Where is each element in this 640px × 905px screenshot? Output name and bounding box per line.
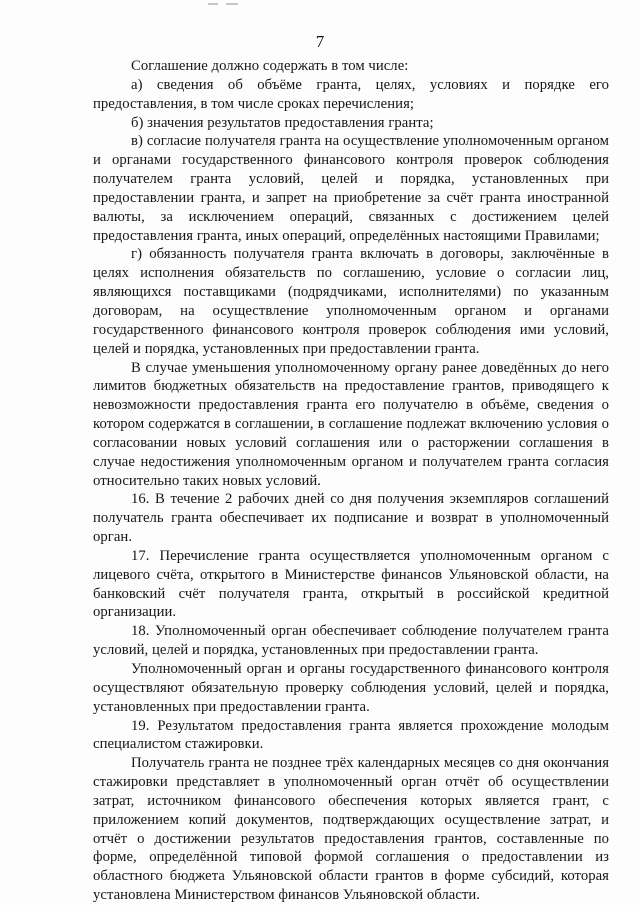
paragraph: В случае уменьшения уполномоченному органу ранее доведённых до него лимитов бюджетных обязательств на предоставление грантов, приводящего к невозможности предоставления гранта его получателю в объёме, сведения о котором содержатся в соглашении, в соглашение подлежат включению условия о согласовании новых условий соглашения или о расторжении соглашения в случае недостижения уполномоченным органом и получателем гранта согласия относительно таких новых условий. — [93, 359, 609, 489]
paragraph: Соглашение должно содержать в том числе: — [131, 58, 409, 74]
scan-artifact — [208, 3, 218, 5]
paragraph: г) обязанность получателя гранта включать в договоры, заключённые в целях исполнения обязательств по соглашению, условие о согласии лиц, являющихся поставщиками (подрядчиками, исполнителями) по указанным договорам, на осуществление уполномоченным органом и органами государственного финансового контроля проверок соблюдения ими условий, целей и порядка, установленных при предоставлении гранта. — [93, 246, 609, 357]
paragraph: 18. Уполномоченный орган обеспечивает соблюдение получателем гранта условий, целей и порядка, установленных при предоставлении гранта. — [93, 623, 609, 659]
paragraph: б) значения результатов предоставления гранта; — [131, 114, 434, 131]
paragraph: в) согласие получателя гранта на осуществление уполномоченным органом и органами государственного финансового контроля проверок соблюдения получателем гранта условий, целей и порядка, установленных при предоставлении гранта, и запрет на приобретение за счёт гранта иностранной валюты, за исключением операций, связанных с достижением целей предоставления гранта, иных операций, определённых настоящими Правилами; — [93, 133, 609, 244]
paragraph: 19. Результатом предоставления гранта является прохождение молодым специалистом стажировки. — [93, 717, 609, 753]
paragraph: 16. В течение 2 рабочих дней со дня получения экземпляров соглашений получатель гранта обеспечивает их подписание и возврат в уполномоченный орган. — [93, 491, 609, 546]
page-number: 7 — [315, 32, 325, 51]
document-body — [93, 57, 609, 905]
paragraph: Уполномоченный орган и органы государственного финансового контроля осуществляют обязательную проверку соблюдения условий, целей и порядка, установленных при предоставлении гранта. — [93, 661, 609, 715]
paragraph: 17. Перечисление гранта осуществляется уполномоченным органом с лицевого счёта, открытого в Министерстве финансов Ульяновской области, на банковский счёт получателя гранта, открытый в российской кредитной организации. — [93, 547, 609, 621]
paragraph: а) сведения об объёме гранта, целях, условиях и порядке его предоставления, в том числе сроках перечисления; — [93, 76, 609, 112]
scan-artifact — [226, 3, 238, 5]
paragraph: Получатель гранта не позднее трёх календарных месяцев со дня окончания стажировки представляет в уполномоченный орган отчёт об осуществлении затрат, источником финансового обеспечения которых является грант, с приложением копий документов, подтверждающих осуществление затрат, и отчёт о достижении результатов предоставления грантов, составленные по форме, определённой типовой формой соглашения о предоставлении из областного бюджета Ульяновской области грантов в форме субсидий, которая установлена Министерством финансов Ульяновской области. — [93, 755, 609, 904]
